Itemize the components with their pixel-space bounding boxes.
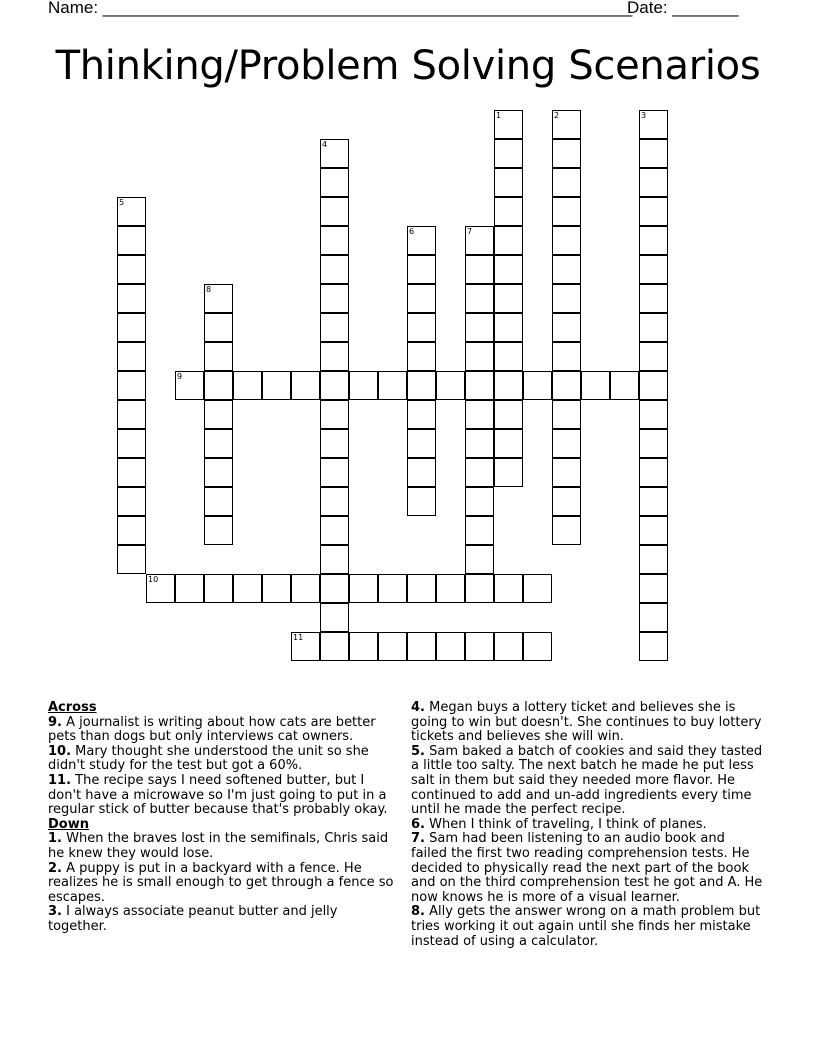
- crossword-cell[interactable]: [552, 342, 581, 371]
- crossword-cell[interactable]: [407, 458, 436, 487]
- crossword-cell[interactable]: [407, 429, 436, 458]
- crossword-cell[interactable]: [523, 574, 552, 603]
- cell-number: 9: [177, 372, 183, 381]
- crossword-cell[interactable]: [494, 313, 523, 342]
- crossword-cell[interactable]: [407, 284, 436, 313]
- crossword-cell[interactable]: [349, 371, 378, 400]
- clue-down-6: [411, 818, 763, 833]
- clue-across-9: [48, 716, 400, 745]
- clue-down-1: [48, 832, 400, 861]
- crossword-cell[interactable]: [204, 487, 233, 516]
- crossword-cell[interactable]: [639, 255, 668, 284]
- clue-text: I always associate peanut butter and jelly together.: [48, 904, 338, 934]
- clue-number: 2.: [48, 860, 62, 876]
- crossword-cell[interactable]: [639, 400, 668, 429]
- crossword-cell[interactable]: [117, 487, 146, 516]
- crossword-cell[interactable]: [291, 632, 320, 661]
- crossword-cell[interactable]: [494, 371, 523, 400]
- crossword-cell[interactable]: [262, 574, 291, 603]
- crossword-cell[interactable]: [320, 342, 349, 371]
- crossword-cell[interactable]: [117, 429, 146, 458]
- crossword-cell[interactable]: [117, 371, 146, 400]
- crossword-cell[interactable]: [465, 516, 494, 545]
- clue-down-2: [48, 862, 400, 906]
- clue-text: When the braves lost in the semifinals, Chris said he knew they would lose.: [48, 831, 389, 861]
- clue-number: 4.: [411, 700, 425, 715]
- crossword-cell[interactable]: [204, 313, 233, 342]
- crossword-cell[interactable]: [639, 371, 668, 400]
- crossword-cell[interactable]: [552, 313, 581, 342]
- crossword-cell[interactable]: [407, 632, 436, 661]
- crossword-cell[interactable]: [494, 110, 523, 139]
- clue-number: 11.: [48, 772, 72, 788]
- crossword-cell[interactable]: [523, 371, 552, 400]
- crossword-cell[interactable]: [465, 371, 494, 400]
- crossword-cell[interactable]: [117, 400, 146, 429]
- cell-number: 5: [119, 198, 125, 207]
- clue-number: 7.: [411, 831, 425, 847]
- page-title: Thinking/Problem Solving Scenarios: [55, 43, 761, 89]
- crossword-cell[interactable]: [407, 313, 436, 342]
- clue-down-5: [411, 745, 763, 818]
- crossword-cell[interactable]: [494, 139, 523, 168]
- crossword-cell[interactable]: [320, 139, 349, 168]
- crossword-cell[interactable]: [465, 313, 494, 342]
- cell-number: 3: [641, 111, 647, 120]
- crossword-cell[interactable]: [291, 371, 320, 400]
- crossword-cell[interactable]: [349, 574, 378, 603]
- crossword-cell[interactable]: [204, 458, 233, 487]
- crossword-cell[interactable]: [639, 603, 668, 632]
- crossword-cell[interactable]: [639, 168, 668, 197]
- crossword-cell[interactable]: [552, 255, 581, 284]
- clue-text: Mary thought she understood the unit so she didn't study for the test but got a 60%.: [48, 743, 369, 774]
- crossword-cell[interactable]: [146, 574, 175, 603]
- crossword-cell[interactable]: [494, 342, 523, 371]
- clue-across-10: [48, 745, 400, 774]
- clue-text: A journalist is writing about how cats are better pets than dogs but only interviews cat owners.: [48, 714, 376, 745]
- crossword-cell[interactable]: [494, 400, 523, 429]
- crossword-cell[interactable]: [552, 400, 581, 429]
- crossword-cell[interactable]: [204, 574, 233, 603]
- crossword-cell[interactable]: [639, 487, 668, 516]
- crossword-cell[interactable]: [233, 574, 262, 603]
- crossword-cell[interactable]: [378, 574, 407, 603]
- clue-text: Ally gets the answer wrong on a math problem but tries working it out again until she finds her mistake instead of using a calculator.: [411, 904, 761, 949]
- crossword-cell[interactable]: [204, 342, 233, 371]
- crossword-cell[interactable]: [639, 516, 668, 545]
- clue-number: 1.: [48, 831, 62, 847]
- clue-text: The recipe says I need softened butter, but I don't have a microwave so I'm just going to put in a regular stick of butter because that's probably okay.: [48, 772, 388, 818]
- crossword-cell[interactable]: [320, 545, 349, 574]
- crossword-cell[interactable]: [117, 313, 146, 342]
- clue-down-8: [411, 905, 763, 949]
- crossword-cell[interactable]: [523, 632, 552, 661]
- cell-number: 1: [496, 111, 502, 120]
- crossword-cell[interactable]: [175, 574, 204, 603]
- crossword-cell[interactable]: [465, 487, 494, 516]
- crossword-cell[interactable]: [436, 574, 465, 603]
- crossword-cell[interactable]: [639, 284, 668, 313]
- down-heading: Down: [48, 816, 89, 832]
- crossword-cell[interactable]: [494, 284, 523, 313]
- crossword-cell[interactable]: [320, 371, 349, 400]
- crossword-cell[interactable]: [552, 429, 581, 458]
- clue-down-4: [411, 701, 763, 745]
- crossword-cell[interactable]: [204, 284, 233, 313]
- crossword-cell[interactable]: [552, 458, 581, 487]
- name-field-label: Name: ________________________________________________________: [48, 0, 633, 17]
- clue-number: 8.: [411, 904, 425, 920]
- crossword-cell[interactable]: [552, 226, 581, 255]
- crossword-cell[interactable]: [320, 226, 349, 255]
- crossword-cell[interactable]: [378, 632, 407, 661]
- crossword-cell[interactable]: [494, 632, 523, 661]
- crossword-cell[interactable]: [639, 632, 668, 661]
- crossword-cell[interactable]: [639, 110, 668, 139]
- crossword-cell[interactable]: [494, 197, 523, 226]
- crossword-cell[interactable]: [407, 226, 436, 255]
- crossword-cell[interactable]: [320, 313, 349, 342]
- crossword-cell[interactable]: [465, 400, 494, 429]
- clue-text: Sam had been listening to an audio book and failed the first two reading comprehension tests. He decided to physically read the next part of the book and on the third comprehension test he got and A. He now knows he is more of a visual learner.: [411, 831, 763, 905]
- crossword-cell[interactable]: [552, 197, 581, 226]
- crossword-cell[interactable]: [465, 226, 494, 255]
- clue-down-7: [411, 832, 763, 905]
- crossword-cell[interactable]: [175, 371, 204, 400]
- crossword-cell[interactable]: [320, 255, 349, 284]
- crossword-cell[interactable]: [117, 458, 146, 487]
- cell-number: 8: [206, 285, 212, 294]
- crossword-cell[interactable]: [407, 400, 436, 429]
- clue-text: Sam baked a batch of cookies and said they tasted a little too salty. The next batch he made he put less salt in them but said they needed more flavor. He continued to add and un-add ingredients every time until he made the perfect recipe.: [411, 743, 763, 818]
- crossword-cell[interactable]: [320, 458, 349, 487]
- crossword-cell[interactable]: [639, 342, 668, 371]
- cell-number: 6: [409, 227, 415, 236]
- crossword-cell[interactable]: [465, 429, 494, 458]
- cell-number: 10: [148, 575, 159, 584]
- crossword-cell[interactable]: [320, 400, 349, 429]
- crossword-cell[interactable]: [320, 632, 349, 661]
- cell-number: 7: [467, 227, 473, 236]
- crossword-cell[interactable]: [320, 284, 349, 313]
- crossword-cell[interactable]: [581, 371, 610, 400]
- crossword-cell[interactable]: [320, 574, 349, 603]
- crossword-cell[interactable]: [465, 255, 494, 284]
- clue-text: A puppy is put in a backyard with a fence. He realizes he is small enough to get through a fence so escapes.: [48, 860, 394, 905]
- crossword-cell[interactable]: [407, 255, 436, 284]
- crossword-cell[interactable]: [117, 342, 146, 371]
- crossword-cell[interactable]: [465, 574, 494, 603]
- crossword-cell[interactable]: [639, 226, 668, 255]
- crossword-cell[interactable]: [639, 429, 668, 458]
- crossword-cell[interactable]: [320, 487, 349, 516]
- crossword-cell[interactable]: [320, 168, 349, 197]
- crossword-cell[interactable]: [436, 371, 465, 400]
- crossword-cell[interactable]: [204, 429, 233, 458]
- crossword-cell[interactable]: [204, 516, 233, 545]
- across-heading: Across: [48, 700, 97, 715]
- crossword-cell[interactable]: [465, 545, 494, 574]
- crossword-cell[interactable]: [639, 458, 668, 487]
- crossword-cell[interactable]: [204, 400, 233, 429]
- cell-number: 2: [554, 111, 560, 120]
- crossword-cell[interactable]: [349, 632, 378, 661]
- crossword-cell[interactable]: [552, 139, 581, 168]
- crossword-cell[interactable]: [320, 516, 349, 545]
- crossword-cell[interactable]: [407, 487, 436, 516]
- crossword-cell[interactable]: [494, 168, 523, 197]
- clue-text: Megan buys a lottery ticket and believes she is going to win but doesn't. She continues to buy lottery tickets and believes she will win.: [411, 700, 762, 745]
- crossword-cell[interactable]: [552, 284, 581, 313]
- crossword-cell[interactable]: [233, 371, 262, 400]
- crossword-cell[interactable]: [552, 168, 581, 197]
- crossword-cell[interactable]: [552, 487, 581, 516]
- crossword-cell[interactable]: [407, 342, 436, 371]
- crossword-cell[interactable]: [407, 371, 436, 400]
- clue-text: When I think of traveling, I think of planes.: [429, 816, 707, 832]
- crossword-cell[interactable]: [291, 574, 320, 603]
- cell-number: 4: [322, 140, 328, 149]
- crossword-cell[interactable]: [494, 574, 523, 603]
- crossword-cell[interactable]: [117, 284, 146, 313]
- clue-number: 10.: [48, 743, 72, 759]
- crossword-cell[interactable]: [465, 342, 494, 371]
- crossword-cell[interactable]: [378, 371, 407, 400]
- crossword-cell[interactable]: [117, 255, 146, 284]
- crossword-cell[interactable]: [465, 632, 494, 661]
- clue-down-3: [48, 905, 400, 934]
- clue-number: 9.: [48, 714, 62, 730]
- crossword-cell[interactable]: [494, 226, 523, 255]
- crossword-cell[interactable]: [465, 284, 494, 313]
- clues-column-right: [411, 701, 763, 949]
- crossword-cell[interactable]: [552, 371, 581, 400]
- crossword-cell[interactable]: [436, 632, 465, 661]
- crossword-cell[interactable]: [117, 197, 146, 226]
- crossword-cell[interactable]: [117, 545, 146, 574]
- crossword-cell[interactable]: [320, 197, 349, 226]
- clues-column-left: [48, 701, 400, 935]
- clue-across-11: [48, 774, 400, 818]
- crossword-cell[interactable]: [639, 139, 668, 168]
- crossword-cell[interactable]: [610, 371, 639, 400]
- crossword-cell[interactable]: [552, 110, 581, 139]
- crossword-cell[interactable]: [639, 197, 668, 226]
- date-field-label: Date: _______: [627, 0, 739, 17]
- clue-number: 5.: [411, 743, 425, 759]
- crossword-cell[interactable]: [639, 545, 668, 574]
- crossword-cell[interactable]: [320, 429, 349, 458]
- clue-number: 3.: [48, 904, 62, 920]
- crossword-cell[interactable]: [117, 516, 146, 545]
- crossword-cell[interactable]: [204, 371, 233, 400]
- crossword-cell[interactable]: [639, 313, 668, 342]
- crossword-cell[interactable]: [494, 458, 523, 487]
- crossword-cell[interactable]: [117, 226, 146, 255]
- crossword-cell[interactable]: [552, 516, 581, 545]
- crossword-cell[interactable]: [639, 574, 668, 603]
- crossword-cell[interactable]: [262, 371, 291, 400]
- clue-number: 6.: [411, 816, 425, 832]
- crossword-cell[interactable]: [407, 574, 436, 603]
- crossword-cell[interactable]: [494, 255, 523, 284]
- crossword-cell[interactable]: [320, 603, 349, 632]
- cell-number: 11: [293, 633, 304, 642]
- crossword-cell[interactable]: [494, 429, 523, 458]
- crossword-cell[interactable]: [465, 458, 494, 487]
